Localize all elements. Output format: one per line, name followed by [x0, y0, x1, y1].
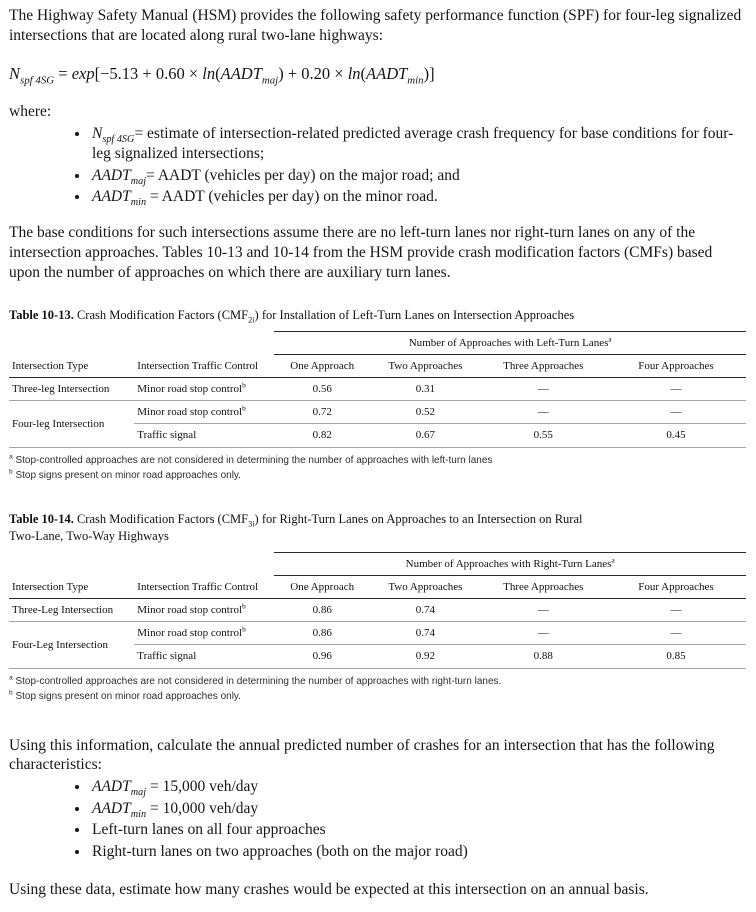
- definition-item: [90, 187, 746, 207]
- cell-traffic-control-text: Minor road stop control: [137, 603, 243, 616]
- cell-intersection-type: Three-Leg Intersection: [9, 598, 134, 621]
- col-header-two-approaches: Two Approaches: [370, 575, 481, 598]
- cell-intersection-type: Four-Leg Intersection: [9, 622, 134, 668]
- col-header-one-approach: One Approach: [274, 354, 370, 377]
- definition-item: [90, 124, 746, 164]
- using-info-paragraph: Using this information, calculate the annual predicted number of crashes for an intersection that has the following characteristics:: [9, 736, 715, 774]
- definitions-list: [9, 124, 746, 207]
- col-header-four-approaches: Four Approaches: [606, 354, 746, 377]
- cell-cmf-value: 0.88: [481, 645, 606, 668]
- table-10-14-footnotes: [9, 674, 746, 704]
- cell-cmf-value: 0.82: [274, 424, 370, 447]
- table-row: [9, 378, 746, 401]
- cell-cmf-value: 0.85: [606, 645, 746, 668]
- footnote-marker: a: [9, 453, 13, 461]
- cell-traffic-control: [134, 622, 274, 645]
- eq-close-term: )]: [423, 63, 435, 83]
- characteristic-text: Right-turn lanes on two approaches (both on the major road): [92, 842, 468, 860]
- cell-cmf-value: 0.74: [370, 622, 481, 645]
- definition-var: N: [92, 125, 103, 143]
- eq-mid-term: ) + 0.20 ×: [278, 63, 348, 83]
- eq-paren-2: (: [360, 63, 367, 83]
- table-caption-text: ) for Installation of Left-Turn Lanes on Intersection Approaches: [254, 308, 575, 323]
- col-header-intersection-type: Intersection Type: [9, 575, 134, 598]
- cell-cmf-value: —: [606, 598, 746, 621]
- table-caption-text: Crash Modification Factors (CMF: [73, 308, 249, 323]
- span-header-row: [9, 552, 746, 575]
- cell-cmf-value: —: [481, 378, 606, 401]
- table-10-13-footnotes: [9, 453, 746, 483]
- characteristic-text: = 15,000 veh/day: [146, 778, 259, 796]
- cell-intersection-type: Three-leg Intersection: [9, 378, 134, 401]
- cell-traffic-control: [134, 424, 274, 447]
- footnote: [9, 689, 746, 704]
- table-caption-text: ) for Right-Turn Lanes on Approaches to an Intersection on Rural: [254, 511, 583, 526]
- span-header-text: Number of Approaches with Left-Turn Lanes: [408, 336, 609, 349]
- definition-item: [90, 166, 746, 186]
- cell-cmf-value: 0.72: [274, 401, 370, 424]
- table-10-13-block: [9, 307, 746, 482]
- table-caption-label: Table 10-13.: [9, 308, 74, 323]
- eq-ln-2: ln: [347, 63, 361, 83]
- cell-cmf-value: —: [606, 378, 746, 401]
- span-header-note: a: [611, 555, 615, 564]
- definition-var: AADT: [92, 166, 131, 184]
- table-10-13-grid: [9, 331, 746, 448]
- footnote-text: Stop signs present on minor road approaches only.: [12, 469, 241, 481]
- table-10-14-grid: [9, 552, 746, 669]
- cell-intersection-type: Four-leg Intersection: [9, 401, 134, 447]
- table-row: [9, 401, 746, 424]
- cell-traffic-control-text: Minor road stop control: [137, 627, 243, 640]
- span-header: [274, 331, 746, 354]
- eq-open-term: [−5.13 + 0.60 ×: [94, 63, 203, 83]
- span-header-spacer: [9, 331, 274, 354]
- cell-cmf-value: 0.55: [481, 424, 606, 447]
- definition-var-subscript: min: [130, 197, 147, 209]
- characteristic-var-subscript: min: [130, 809, 147, 821]
- eq-var-aadt-maj: AADT: [220, 63, 262, 83]
- col-header-one-approach: One Approach: [274, 575, 370, 598]
- cell-traffic-control-text: Minor road stop control: [137, 406, 243, 419]
- span-header-note: a: [608, 334, 612, 343]
- table-caption-text: Crash Modification Factors (CMF: [73, 511, 249, 526]
- definition-var-subscript: spf 4SG: [102, 134, 135, 146]
- column-header-row: [9, 354, 746, 377]
- cell-cmf-value: 0.56: [274, 378, 370, 401]
- footnote-marker: b: [9, 689, 13, 697]
- col-header-three-approaches: Three Approaches: [481, 354, 606, 377]
- eq-var-n: N: [9, 63, 21, 83]
- cell-cmf-value: —: [606, 401, 746, 424]
- characteristic-text: = 10,000 veh/day: [146, 799, 259, 817]
- cell-traffic-control: [134, 598, 274, 621]
- cell-cmf-value: —: [481, 622, 606, 645]
- cell-cmf-value: —: [481, 598, 606, 621]
- characteristic-item: [90, 799, 746, 819]
- table-row: [9, 622, 746, 645]
- eq-equals-sign: =: [54, 63, 72, 83]
- footnote: [9, 453, 746, 468]
- col-header-two-approaches: Two Approaches: [370, 354, 481, 377]
- characteristic-item: [90, 842, 746, 862]
- characteristics-list: [9, 777, 746, 861]
- characteristic-item: [90, 820, 746, 840]
- cell-traffic-control: [134, 401, 274, 424]
- footnote-text: Stop-controlled approaches are not considered in determining the number of approaches with left-turn lanes: [12, 454, 493, 466]
- cell-cmf-value: 0.96: [274, 645, 370, 668]
- eq-exp: exp: [71, 63, 95, 83]
- cell-cmf-value: —: [606, 622, 746, 645]
- col-header-four-approaches: Four Approaches: [606, 575, 746, 598]
- eq-var-aadt-maj-subscript: maj: [261, 74, 279, 87]
- cell-traffic-control-text: Traffic signal: [137, 429, 197, 442]
- cell-traffic-control-text: Minor road stop control: [137, 383, 243, 395]
- footnote: [9, 468, 746, 483]
- eq-var-n-subscript: spf 4SG: [20, 74, 55, 87]
- eq-var-aadt-min: AADT: [366, 63, 408, 83]
- cell-note: b: [242, 625, 246, 634]
- closing-paragraph: Using these data, estimate how many crashes would be expected at this intersection on an annual basis.: [9, 880, 649, 898]
- where-label: where:: [9, 103, 52, 121]
- characteristic-item: [90, 777, 746, 797]
- footnote: [9, 674, 746, 689]
- base-conditions-paragraph: The base conditions for such intersections assume there are no left-turn lanes nor right-turn lanes on any of the intersection approaches. Tables 10-13 and 10-14 from the HSM provide crash modification factors (CMFs) based upon the number of approaches on which there are auxiliary turn lanes.: [9, 224, 713, 282]
- col-header-traffic-control: Intersection Traffic Control: [134, 354, 274, 377]
- span-header: [274, 552, 746, 575]
- definition-text: = AADT (vehicles per day) on the major road; and: [146, 166, 460, 184]
- cell-traffic-control-text: Traffic signal: [137, 650, 197, 663]
- definition-var: AADT: [92, 188, 131, 206]
- table-caption-text-line2: Two-Lane, Two-Way Highways: [9, 529, 169, 544]
- footnote-text: Stop-controlled approaches are not considered in determining the number of approaches with right-turn lanes.: [12, 675, 502, 687]
- cell-cmf-value: 0.31: [370, 378, 481, 401]
- eq-var-aadt-min-subscript: min: [407, 74, 424, 87]
- definition-text: = estimate of intersection-related predicted average crash frequency for base conditions for four-leg signalized intersections;: [92, 125, 734, 163]
- cell-cmf-value: 0.86: [274, 598, 370, 621]
- characteristic-text: Left-turn lanes on all four approaches: [92, 821, 326, 839]
- cell-cmf-value: 0.52: [370, 401, 481, 424]
- span-header-spacer: [9, 552, 274, 575]
- col-header-intersection-type: Intersection Type: [9, 354, 134, 377]
- table-caption-label: Table 10-14.: [9, 511, 74, 526]
- intro-paragraph: The Highway Safety Manual (HSM) provides the following safety performance function (SPF) for four-leg signalized intersections that are located along rural two-lane highways:: [9, 7, 742, 44]
- cell-cmf-value: —: [481, 401, 606, 424]
- cell-note: b: [242, 381, 246, 390]
- table-10-14-block: [9, 511, 746, 704]
- eq-ln-1: ln: [202, 63, 216, 83]
- characteristic-var: AADT: [92, 799, 131, 817]
- table-10-14-caption: [9, 511, 746, 546]
- column-header-row: [9, 575, 746, 598]
- characteristic-var: AADT: [92, 778, 131, 796]
- footnote-marker: b: [9, 468, 13, 476]
- footnote-marker: a: [9, 674, 13, 682]
- col-header-traffic-control: Intersection Traffic Control: [134, 575, 274, 598]
- span-header-text: Number of Approaches with Right-Turn Lanes: [405, 557, 612, 570]
- spf-equation: [9, 63, 746, 87]
- cell-note: b: [242, 404, 246, 413]
- characteristic-var-subscript: maj: [130, 787, 147, 799]
- cell-cmf-value: 0.45: [606, 424, 746, 447]
- footnote-text: Stop signs present on minor road approaches only.: [12, 690, 241, 702]
- span-header-row: [9, 331, 746, 354]
- table-caption-subscript: 2i: [248, 315, 255, 325]
- definition-var-subscript: maj: [130, 175, 147, 187]
- cell-cmf-value: 0.67: [370, 424, 481, 447]
- definition-text: = AADT (vehicles per day) on the minor road.: [146, 188, 438, 206]
- cell-traffic-control: [134, 645, 274, 668]
- table-10-13-caption: [9, 307, 746, 325]
- cell-cmf-value: 0.92: [370, 645, 481, 668]
- eq-paren-1: (: [215, 63, 221, 83]
- table-caption-subscript: 3i: [248, 519, 255, 529]
- table-row: [9, 598, 746, 621]
- cell-cmf-value: 0.74: [370, 598, 481, 621]
- cell-traffic-control: [134, 378, 274, 401]
- col-header-three-approaches: Three Approaches: [481, 575, 606, 598]
- cell-cmf-value: 0.86: [274, 622, 370, 645]
- cell-note: b: [242, 602, 246, 611]
